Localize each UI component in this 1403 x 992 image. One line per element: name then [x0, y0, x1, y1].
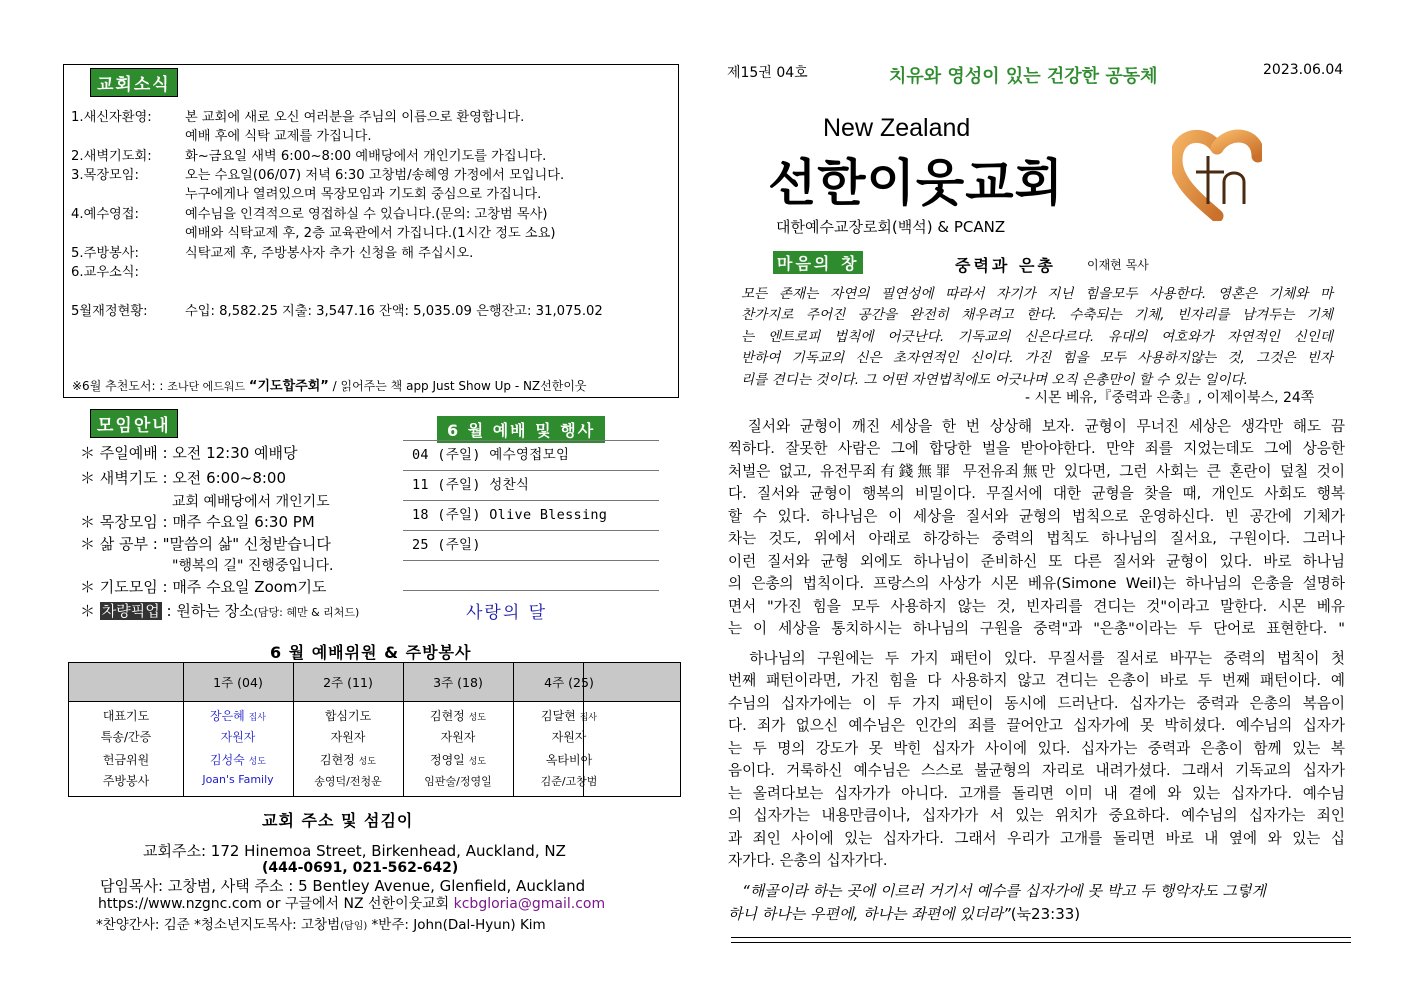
news-item-member-news: 6.교우소식: — [71, 265, 139, 280]
serve-cell: 옥타비아 — [545, 753, 593, 767]
body-line: 자가다. 은총의 십자가다. — [728, 852, 888, 869]
news-item-accept-jesus: 4.예수영접: 예수님을 인격적으로 영접하실 수 있습니다.(문의: 고창범 목사) — [71, 207, 548, 222]
recommended-book: ※6월 추천도서: : 조나단 에드워드 “기도합주회” / 읽어주는 책 app Just Show Up - NZ선한이웃 — [72, 379, 587, 394]
body-line: 는 이 세상을 통치하시는 하나님의 구원을 중력"과 "은총"이라는 두 단어로 표현한다. " — [728, 620, 1345, 637]
love-month: 사랑의 달 — [466, 603, 548, 623]
news-item-dawn-prayer: 2.새벽기도회: 화~금요일 새벽 6:00~8:00 예배당에서 개인기도를 가집니다. — [71, 149, 547, 164]
meeting-prayer: ＊ 기도모임 : 매주 수요일 Zoom기도 — [80, 578, 327, 596]
meeting-car-pickup: ＊ 차량픽업 : 원하는 장소(담당: 혜만 & 리처드) — [80, 602, 360, 620]
news-item-newcomer: 1.새신자환영: 본 교회에 새로 오신 여러분을 주님의 이름으로 환영합니다. — [71, 110, 525, 125]
meeting-dawn-prayer: ＊ 새벽기도 : 오전 6:00~8:00 — [80, 469, 287, 487]
website-link[interactable]: https://www.nzgnc.com — [98, 896, 262, 912]
quote-line: 리를 견디는 것이다. 그 어떤 자연법칙에도 어긋나며 오직 은총만이 할 수 있는 일이다. — [741, 372, 1248, 388]
news-item-cell-group-cont: 누구에게나 열려있으며 목장모임과 기도회 중심으로 가집니다. — [185, 187, 542, 202]
meeting-guide-title: 모임안내 — [90, 409, 178, 438]
serve-role: 특송/간증 — [100, 730, 152, 744]
serve-week-4: 4주 (25) — [544, 675, 594, 690]
body-line: 음이다. 거룩하신 예수님은 스스로 불균형의 자리로 내려가셨다. 그래서 기독교의 십자가 — [728, 762, 1345, 779]
body-line: 수님의 십자가에는 이 두 가지 패턴이 동시에 드러난다. 십자가는 중력과 은총의 복음이 — [728, 695, 1345, 712]
serve-role: 헌금위원 — [102, 753, 150, 767]
issue-number: 제15권 04호 — [727, 65, 808, 81]
serve-cell: 자원자 — [220, 730, 256, 744]
event-item: 11 (주일) 성찬식 — [403, 471, 659, 501]
serve-cell: 자원자 — [551, 730, 587, 744]
scripture-line: 하니 하나는 우편에, 하나는 좌편에 있더라”(눅23:33) — [728, 905, 1081, 923]
serve-cell: 임판술/정영일 — [424, 775, 492, 788]
body-line: 번째 패턴이라면, 가진 힘을 다 사용하지 않고 견디는 은총이 바로 두 번째 패턴이다. 예 — [728, 672, 1345, 689]
body-line: 의 은총의 법칙이다. 프랑스의 사상가 시몬 베유(Simone Weil)는 하나님의 은총을 설명하 — [728, 575, 1345, 592]
news-item-kitchen: 5.주방봉사: 식탁교제 후, 주방봉사자 추가 신청을 해 주십시오. — [71, 246, 474, 261]
serve-week-2: 2주 (11) — [323, 675, 373, 690]
body-line: 찍하다. 잘못한 사람은 그에 합당한 벌을 받아야한다. 만약 죄를 지었는데도 그에 상응한 — [728, 440, 1345, 457]
church-phone: (444-0691, 021-562-642) — [262, 860, 459, 876]
quote-line: 는 엔트로피 법칙에 어긋난다. 기독교의 신은다르다. 유대의 여호와가 자연적인 신인데 — [741, 329, 1333, 345]
column-title: 중력과 은총 — [955, 256, 1056, 275]
meeting-dawn-prayer-sub: 교회 예배당에서 개인기도 — [172, 494, 330, 510]
web-contact: https://www.nzgnc.com or 구글에서 NZ 선한이웃교회 kcbgloria@gmail.com — [98, 896, 606, 912]
body-line: 는 올려다보는 십자가가 아니다. 고개를 돌리면 이미 내 곁에 와 있는 십자가다. 예수님 — [728, 785, 1345, 802]
serve-table — [68, 662, 681, 797]
serve-cell: Joan's Family — [202, 773, 274, 786]
serve-cell: 장은혜 집사 — [210, 709, 266, 723]
body-line: 이런 질서와 균형 외에도 하나님이 준비하신 또 다른 질서와 균형이 있다. 바로 하나님 — [728, 553, 1345, 570]
news-item-cell-group: 3.목장모임: 오는 수요일(06/07) 저녁 6:30 고창범/송혜영 가정에서 모입니다. — [71, 168, 565, 183]
address-title: 교회 주소 및 섬김이 — [262, 811, 414, 830]
serve-role: 주방봉사 — [102, 774, 150, 788]
serve-week-1: 1주 (04) — [213, 675, 263, 690]
quote-line: 모든 존재는 자연의 필연성에 따라서 자기가 지닌 힘을모두 사용한다. 영혼은 기체와 마 — [741, 286, 1333, 302]
staff-list: *찬양간사: 김준 *청소년지도목사: 고창범(담임) *반주: John(Dal-Hyun) Kim — [96, 917, 546, 933]
country-label: New Zealand — [823, 114, 971, 142]
quote-line: 반하여 기독교의 신은 초자연적인 신이다. 가진 힘을 모두 사용하지않는 것, 그것은 빈자 — [741, 350, 1333, 366]
june-events-list — [403, 440, 659, 591]
meeting-sunday-worship: ＊ 주일예배 : 오전 12:30 예배당 — [80, 444, 298, 462]
church-news-title: 교회소식 — [90, 68, 178, 97]
serve-cell: 자원자 — [330, 730, 366, 744]
quote-line: 찬가지로 주어진 공간을 완전히 채우려고 한다. 수축되는 기체, 빈자리를 남겨두는 기체 — [741, 307, 1333, 323]
church-logo-icon — [1172, 126, 1262, 225]
serve-table-title: 6 월 예배위원 & 주방봉사 — [270, 643, 472, 662]
serve-cell: 김달현 집사 — [541, 709, 597, 723]
meeting-cell-group: ＊ 목장모임 : 매주 수요일 6:30 PM — [80, 513, 315, 531]
quote-source: - 시몬 베유,『중력과 은총』, 이제이북스, 24쪽 — [1025, 390, 1315, 406]
serve-cell: 김현정 성도 — [430, 709, 486, 723]
serve-cell: 송영덕/전청운 — [314, 775, 382, 788]
event-item: 04 (주일) 예수영접모임 — [403, 440, 659, 471]
june-events-title: 6 월 예배 및 행사 — [437, 416, 605, 443]
footer-double-rule — [731, 937, 1351, 943]
serve-cell: 자원자 — [440, 730, 476, 744]
body-line: 는 두 명의 강도가 못 박힌 십자가 사이에 있다. 십자가는 중력과 은총이 함께 있는 복 — [728, 740, 1345, 757]
email-link[interactable]: kcbgloria@gmail.com — [453, 896, 606, 912]
body-line: 차는 것도, 위에서 아래로 하강하는 중력의 법칙도 하나님의 질서요, 구원이다. 그러나 — [728, 530, 1345, 547]
serve-cell: 정영일 성도 — [430, 753, 486, 767]
bulletin-date: 2023.06.04 — [1263, 62, 1344, 78]
serve-cell: 김현정 성도 — [320, 753, 376, 767]
pastor-address: 담임목사: 고창범, 사택 주소 : 5 Bentley Avenue, Glenfield, Auckland — [100, 877, 586, 895]
body-line: 과 죄인 사이에 있는 십자가다. 그래서 우리가 고개를 돌리면 바로 내 옆에 와 있는 십 — [728, 830, 1345, 847]
body-line: 질서와 균형이 깨진 세상을 한 번 상상해 보자. 균형이 무너진 세상은 생각만 해도 끔 — [728, 418, 1345, 435]
news-item-accept-jesus-cont: 예배와 식탁교제 후, 2층 교육관에서 가집니다.(1시간 정도 소요) — [185, 226, 556, 241]
column-label: 마음의 창 — [773, 251, 863, 274]
body-line: 다. 질서와 균형이 행복의 비밀이다. 무질서에 대한 균형을 찾을 때, 개인도 사회도 행복 — [728, 485, 1345, 502]
serve-week-3: 3주 (18) — [433, 675, 483, 690]
church-address: 교회주소: 172 Hinemoa Street, Birkenhead, Auckland, NZ — [143, 842, 566, 860]
event-item: 18 (주일) Olive Blessing — [403, 501, 659, 531]
serve-cell: 김성숙 성도 — [210, 753, 266, 767]
church-motto: 치유와 영성이 있는 건강한 공동체 — [889, 66, 1158, 87]
church-name: 선한이웃교회 — [768, 154, 1064, 212]
event-item-empty — [403, 561, 659, 591]
body-line: 의 십자가는 내용만큼이나, 십자가가 서 있는 위치가 중요하다. 예수님의 십자가는 죄인 — [728, 807, 1345, 824]
body-line: 면서 "가진 힘을 모두 사용하지 않는 것, 빈자리를 견디는 것"이라고 말한다. 시몬 베유 — [728, 598, 1345, 615]
serve-role: 대표기도 — [102, 709, 150, 723]
body-line: 처벌은 없고, 유전무죄有錢無罪 무전유죄無만 있다면, 그런 사회는 큰 혼란이 덮칠 것이 — [728, 463, 1345, 480]
news-item-newcomer-cont: 예배 후에 식탁 교제를 가집니다. — [185, 129, 372, 144]
meeting-life-study: ＊ 삶 공부 : "말씀의 삶" 신청받습니다 — [80, 535, 331, 553]
serve-cell: 합심기도 — [324, 709, 372, 723]
meeting-life-study-sub: "행복의 길" 진행중입니다. — [172, 558, 334, 574]
body-line: 하나님의 구원에는 두 가지 패턴이 있다. 무질서를 질서로 바꾸는 중력의 법칙이 첫 — [728, 650, 1345, 667]
event-item: 25 (주일) — [403, 531, 659, 561]
news-finance: 5월재정현황: 수입: 8,582.25 지출: 3,547.16 잔액: 5,035.09 은행잔고: 31,075.02 — [71, 304, 603, 319]
body-line: 다. 죄가 없으신 예수님은 인간의 죄를 끌어안고 십자가에 못 박히셨다. 예수님의 십자가 — [728, 717, 1345, 734]
scripture-line: “해골이라 하는 곳에 이르러 거기서 예수를 십자가에 못 박고 두 행악자도 그렇게 — [742, 882, 1266, 900]
denomination: 대한예수교장로회(백석) & PCANZ — [776, 218, 1006, 236]
body-line: 할 수 있다. 하나님은 이 세상을 질서와 균형의 법칙으로 운영하신다. 빈 공간에 기체가 — [728, 508, 1345, 525]
serve-cell: 김준/고창범 — [540, 775, 598, 788]
column-author: 이재현 목사 — [1087, 258, 1149, 272]
